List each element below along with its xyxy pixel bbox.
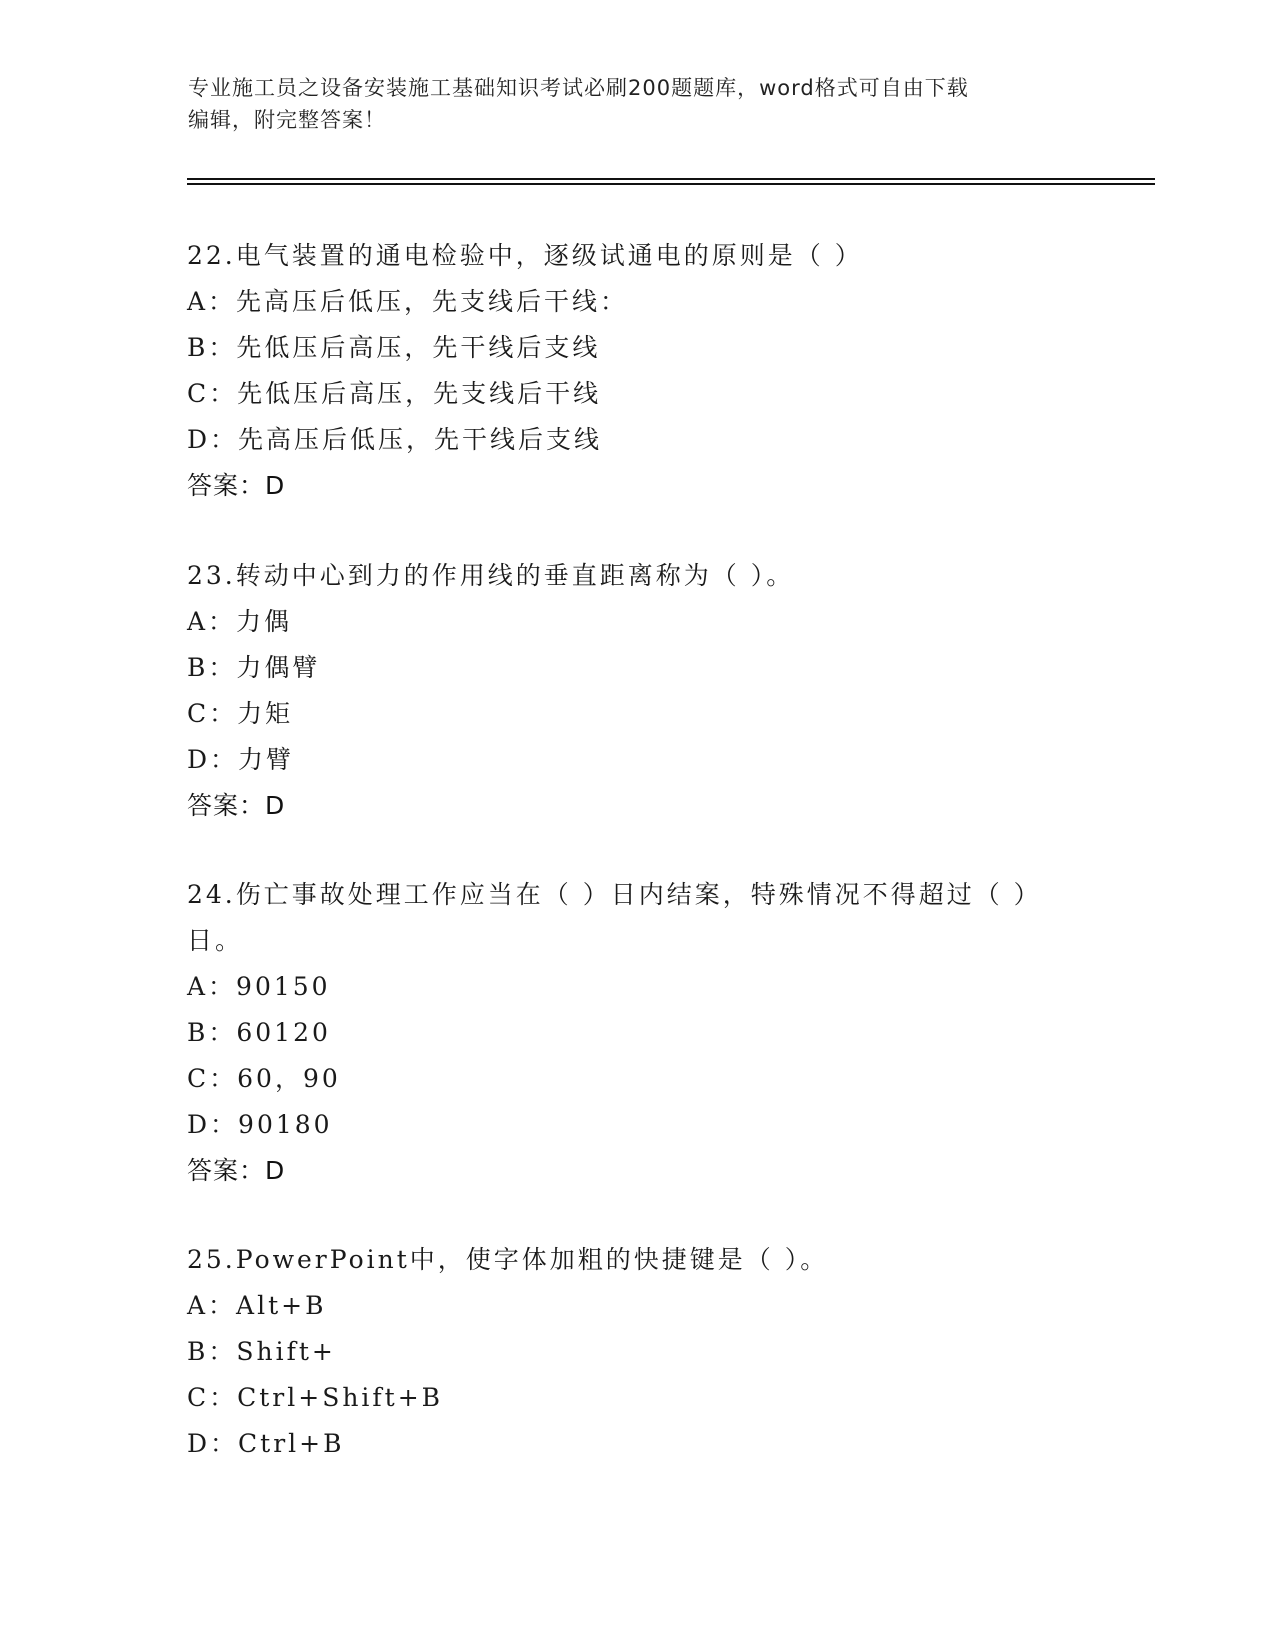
option-a: A：90150 [187, 972, 331, 1001]
question-23 [187, 553, 1087, 829]
question-stem: 22.电气装置的通电检验中，逐级试通电的原则是（ ） [187, 241, 863, 270]
header-title-line-2: 编辑，附完整答案！ [188, 108, 386, 132]
question-25 [187, 1237, 1087, 1467]
option-a: A：力偶 [187, 607, 293, 636]
option-c: C：力矩 [187, 699, 294, 728]
question-stem-line-2: 日。 [187, 926, 244, 955]
option-a: A：先高压后低压，先支线后干线： [187, 287, 629, 316]
question-stem-line-1: 24.伤亡事故处理工作应当在（ ）日内结案，特殊情况不得超过（ ） [187, 880, 1042, 909]
option-d: D：Ctrl+B [187, 1429, 345, 1458]
option-b: B：Shift+ [187, 1337, 336, 1366]
header-divider-bottom [187, 183, 1155, 185]
question-stem: 25.PowerPoint中，使字体加粗的快捷键是（ ）。 [187, 1245, 829, 1274]
option-c: C：Ctrl+Shift+B [187, 1383, 444, 1412]
option-a: A：Alt+B [187, 1291, 327, 1320]
option-c: C：先低压后高压，先支线后干线 [187, 379, 602, 408]
answer: 答案：D [187, 1156, 286, 1185]
document-header [188, 72, 1088, 136]
question-stem: 23.转动中心到力的作用线的垂直距离称为（ ）。 [187, 561, 795, 590]
option-d: D：先高压后低压，先干线后支线 [187, 425, 603, 454]
header-title-line-1: 专业施工员之设备安装施工基础知识考试必刷200题题库，word格式可自由下载 [188, 76, 969, 100]
option-b: B：先低压后高压，先干线后支线 [187, 333, 601, 362]
option-d: D：90180 [187, 1110, 333, 1139]
question-24 [187, 872, 1087, 1194]
header-divider-top [187, 178, 1155, 180]
answer: 答案：D [187, 791, 286, 820]
answer: 答案：D [187, 471, 286, 500]
option-d: D：力臂 [187, 745, 295, 774]
question-22 [187, 233, 1087, 509]
option-c: C：60，90 [187, 1064, 341, 1093]
option-b: B：力偶臂 [187, 653, 321, 682]
option-b: B：60120 [187, 1018, 331, 1047]
